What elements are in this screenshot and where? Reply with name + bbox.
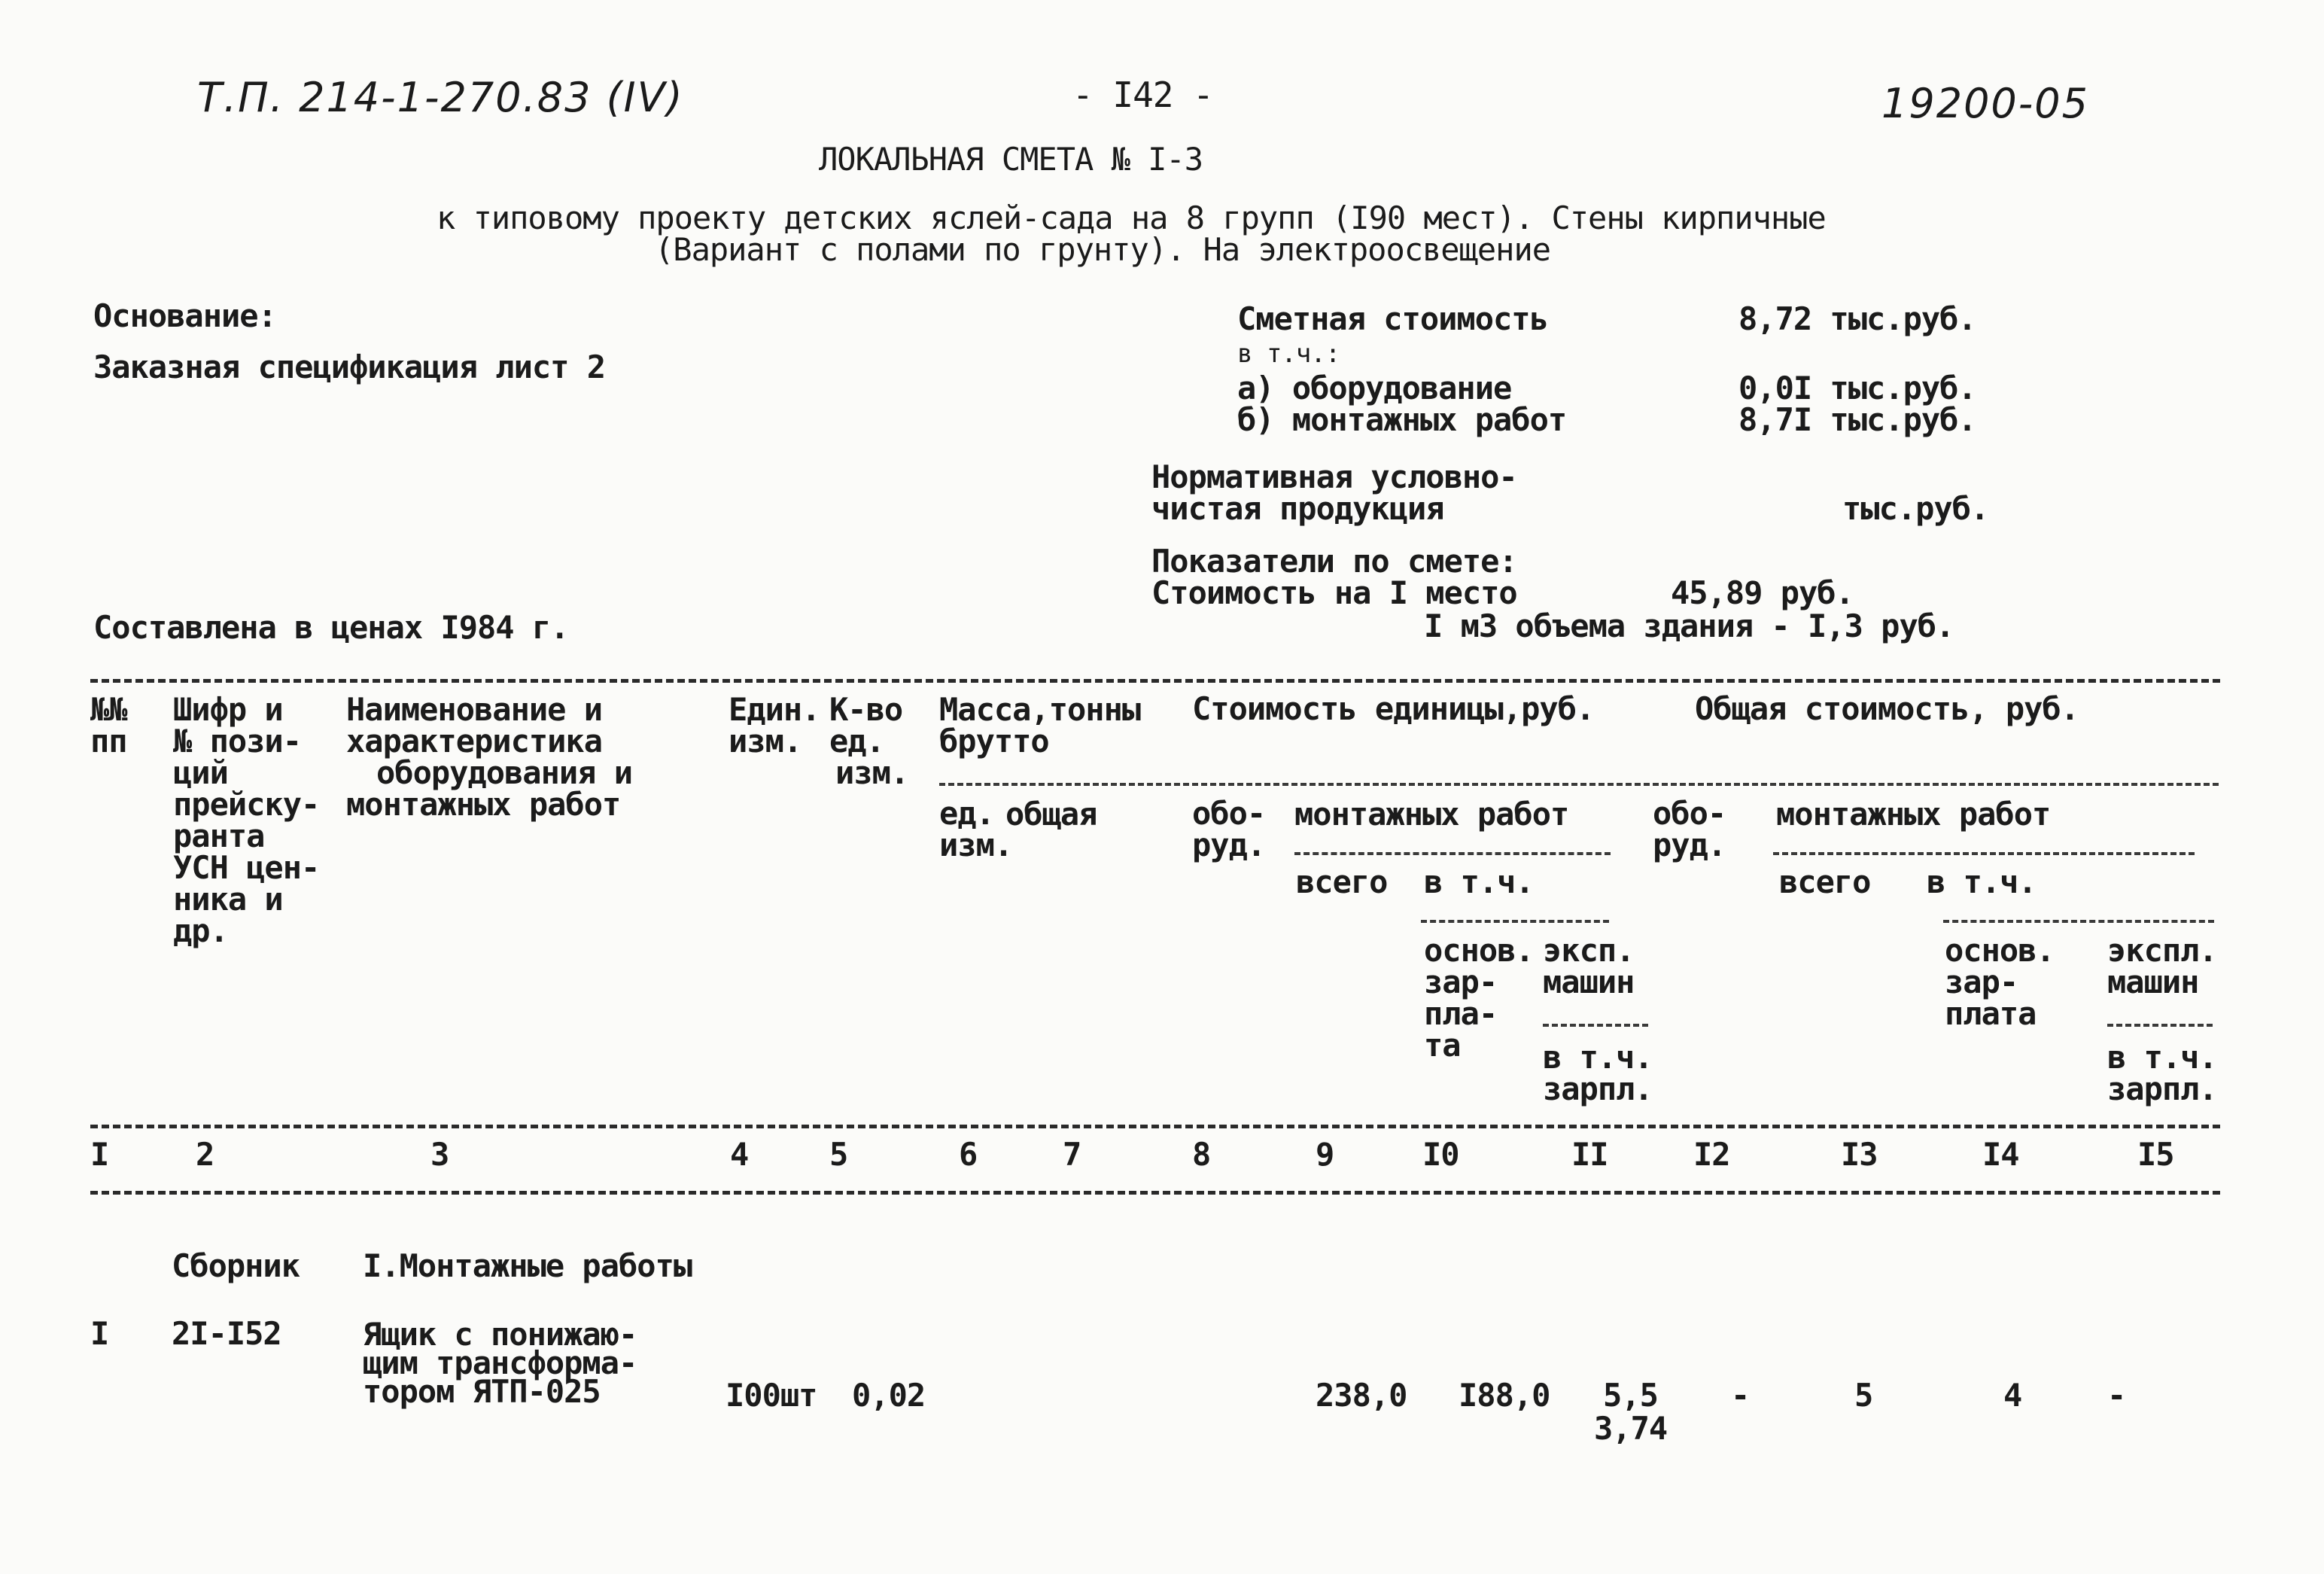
header-sub-rule-machines-total bbox=[2107, 1024, 2213, 1027]
col-header-total-total: всего bbox=[1779, 863, 1871, 900]
col-header-incl-total: в т.ч. bbox=[1927, 863, 2037, 900]
compiled-prices-note: Составлена в ценах I984 г. bbox=[93, 609, 569, 646]
column-number: 6 bbox=[959, 1136, 978, 1173]
equipment-label: а) оборудование bbox=[1237, 370, 1512, 406]
row-install-unit-cost: I88,0 bbox=[1459, 1377, 1550, 1414]
col-header-name: Наименование и характеристика оборудования и монтажных работ bbox=[346, 691, 633, 823]
col-header-machines-wage-total: в т.ч. зарпл. bbox=[2107, 1039, 2217, 1107]
col-header-machines-total: экспл. машин bbox=[2107, 932, 2217, 1000]
col-header-mass-total: общая bbox=[1005, 796, 1097, 833]
col-header-unit-cost: Стоимость единицы,руб. bbox=[1192, 690, 1595, 727]
column-number: 8 bbox=[1192, 1136, 1211, 1173]
basis-value: Заказная спецификация лист 2 bbox=[93, 349, 606, 385]
installation-value: 8,7I тыс.руб. bbox=[1738, 401, 1976, 438]
estimated-cost-value: 8,72 тыс.руб. bbox=[1738, 300, 1976, 337]
col-header-equipment-unit: обо- руд. bbox=[1192, 795, 1266, 863]
including-label: в т.ч.: bbox=[1237, 339, 1340, 369]
header-sub-rule-machines-unit bbox=[1543, 1024, 1648, 1027]
normative-label-line-2: чистая продукция bbox=[1151, 490, 1444, 527]
row-number: I bbox=[90, 1315, 109, 1352]
col-header-equipment-total: обо- руд. bbox=[1653, 795, 1726, 863]
col-header-mass-unit: ед. изм. bbox=[939, 795, 1013, 863]
row-code: 2I-I52 bbox=[172, 1315, 281, 1352]
header-sub-rule-incl-unit bbox=[1421, 920, 1609, 923]
col-header-install-total: монтажных работ bbox=[1776, 796, 2051, 833]
document-subtitle-line-2: (Вариант с полами по грунту). На электроосвещение bbox=[655, 231, 1551, 268]
col-header-total-cost: Общая стоимость, руб. bbox=[1695, 690, 2079, 727]
col-header-unit: Един. изм. bbox=[729, 691, 820, 760]
header-sub-rule-1 bbox=[939, 783, 2219, 786]
column-number: I bbox=[90, 1136, 109, 1173]
column-number: 2 bbox=[196, 1136, 214, 1173]
col-header-install-unit: монтажных работ bbox=[1294, 796, 1569, 833]
row-machines-cost: 5,5 bbox=[1603, 1377, 1658, 1414]
reference-number: 19200-05 bbox=[1881, 80, 2089, 127]
section-label: Сборник bbox=[172, 1247, 300, 1284]
col-header-machines-wage-unit: в т.ч. зарпл. bbox=[1543, 1039, 1653, 1107]
col-header-quantity: К-во ед. изм. bbox=[829, 691, 909, 791]
col-header-incl-unit: в т.ч. bbox=[1424, 863, 1534, 900]
column-number: I0 bbox=[1422, 1136, 1459, 1173]
column-number: 9 bbox=[1316, 1136, 1334, 1173]
row-unit: I00шт bbox=[725, 1377, 817, 1414]
col-header-machines-unit: эксп. машин bbox=[1543, 932, 1635, 1000]
estimated-cost-label: Сметная стоимость bbox=[1237, 300, 1548, 337]
column-number: I4 bbox=[1982, 1136, 2019, 1173]
row-equipment-unit-cost: 238,0 bbox=[1316, 1377, 1407, 1414]
per-place-label: Стоимость на I место bbox=[1151, 574, 1517, 611]
column-number: 3 bbox=[430, 1136, 449, 1173]
row-equipment-total: - bbox=[1731, 1377, 1750, 1414]
document-subtitle-line-1: к типовому проекту детских яслей-сада на 8 групп (I90 мест). Стены кирпичные bbox=[437, 199, 1826, 236]
column-number: 5 bbox=[829, 1136, 848, 1173]
document-title: ЛОКАЛЬНАЯ СМЕТА № I-3 bbox=[819, 141, 1203, 178]
row-install-total: 5 bbox=[1854, 1377, 1873, 1414]
row-base-wage-total: 4 bbox=[2003, 1377, 2022, 1414]
per-place-value: 45,89 руб. bbox=[1671, 574, 1854, 611]
header-sub-rule-incl-total bbox=[1943, 920, 2214, 923]
basis-label: Основание: bbox=[93, 297, 276, 334]
row-quantity: 0,02 bbox=[852, 1377, 926, 1414]
column-number: 7 bbox=[1063, 1136, 1081, 1173]
column-number: I3 bbox=[1841, 1136, 1878, 1173]
col-header-base-wage-total: основ. зар- плата bbox=[1945, 932, 2055, 1032]
document-code: Т.П. 214-1-270.83 (IV) bbox=[197, 74, 684, 121]
col-header-base-wage-unit: основ. зар- пла- та bbox=[1424, 932, 1534, 1064]
row-machines-wage: 3,74 bbox=[1594, 1410, 1668, 1447]
table-top-rule bbox=[90, 679, 2220, 683]
page-number: - I42 - bbox=[1072, 75, 1213, 115]
column-number: I5 bbox=[2137, 1136, 2174, 1173]
col-header-mass: Масса,тонны брутто bbox=[939, 691, 1141, 760]
installation-label: б) монтажных работ bbox=[1237, 401, 1567, 438]
normative-value: тыс.руб. bbox=[1842, 490, 1989, 527]
header-bottom-rule bbox=[90, 1125, 2220, 1128]
column-number: 4 bbox=[730, 1136, 749, 1173]
column-number: I2 bbox=[1693, 1136, 1730, 1173]
col-header-code: Шифр и № пози- ций прейску- ранта УСН цен- ника и др. bbox=[173, 691, 320, 949]
col-header-number: №№ пп bbox=[90, 691, 127, 760]
column-numbers-rule bbox=[90, 1191, 2220, 1195]
header-sub-rule-install-total bbox=[1773, 852, 2195, 855]
equipment-value: 0,0I тыс.руб. bbox=[1738, 370, 1976, 406]
indicators-label: Показатели по смете: bbox=[1151, 543, 1517, 580]
per-m3-indicator: I м3 объема здания - I,3 руб. bbox=[1424, 607, 1954, 644]
row-machines-total: - bbox=[2107, 1377, 2126, 1414]
section-title: I.Монтажные работы bbox=[363, 1247, 692, 1284]
col-header-total-unit: всего bbox=[1296, 863, 1388, 900]
header-sub-rule-install-unit bbox=[1294, 852, 1611, 855]
normative-label-line-1: Нормативная условно- bbox=[1151, 458, 1517, 495]
row-name: Ящик с понижаю- щим трансформа- тором ЯТП-025 bbox=[363, 1316, 637, 1410]
column-number: II bbox=[1571, 1136, 1608, 1173]
